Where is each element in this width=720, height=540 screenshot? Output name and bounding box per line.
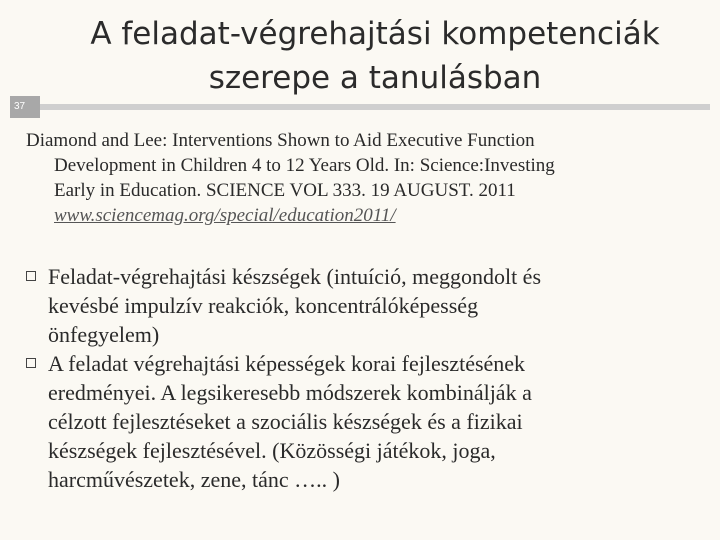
bullet-text-line: Feladat-végrehajtási készségek (intuíció, meggondolt és xyxy=(48,264,542,289)
slide-title-line-1: A feladat-végrehajtási kompetenciák xyxy=(90,16,660,52)
slide-title-line-2: szerepe a tanulásban xyxy=(208,60,542,96)
bullet-text-line: készségek fejlesztésével. (Közösségi játékok, joga, xyxy=(48,438,496,463)
bullet-item xyxy=(22,262,712,349)
bullet-text-line: A feladat végrehajtási képességek korai fejlesztésének xyxy=(48,351,526,376)
bullet-text-line: célzott fejlesztéseket a szociális készségek és a fizikai xyxy=(48,409,523,434)
citation-block xyxy=(26,128,706,228)
citation-line: Diamond and Lee: Interventions Shown to Aid Executive Function xyxy=(26,130,535,151)
citation-line: Early in Education. SCIENCE VOL 333. 19 AUGUST. 2011 xyxy=(54,180,516,201)
bullet-text-line: harcművészetek, zene, tánc ….. ) xyxy=(48,467,340,492)
bullet-text-line: eredményei. A legsikeresebb módszerek kombinálják a xyxy=(48,380,532,405)
title-divider xyxy=(40,104,710,110)
bullet-list xyxy=(22,262,712,494)
square-bullet-icon xyxy=(26,271,36,281)
bullet-item xyxy=(22,349,712,494)
bullet-text-line: kevésbé impulzív reakciók, koncentrálóképesség xyxy=(48,293,479,318)
square-bullet-icon xyxy=(26,358,36,368)
citation-line: Development in Children 4 to 12 Years Old. In: Science:Investing xyxy=(54,155,555,176)
slide-number: 37 xyxy=(14,101,26,112)
bullet-text-line: önfegyelem) xyxy=(48,322,160,347)
citation-link[interactable]: www.sciencemag.org/special/education2011/ xyxy=(54,205,396,226)
slide-title xyxy=(40,12,710,100)
